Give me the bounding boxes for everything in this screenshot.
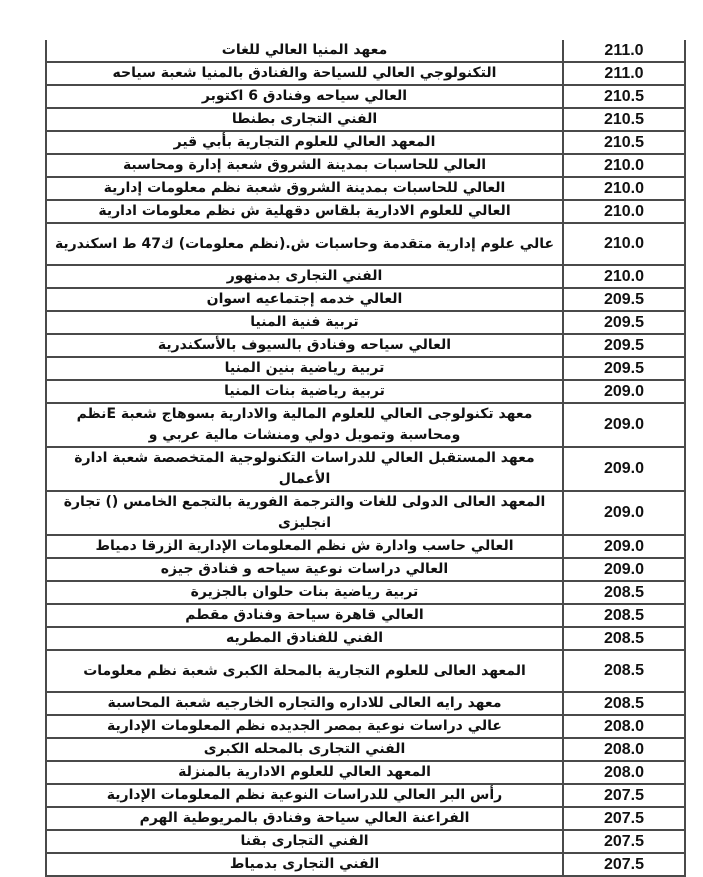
table-row xyxy=(46,154,685,177)
institute-name-cell: عالي دراسات نوعية بمصر الجديده نظم المعلومات الإدارية xyxy=(46,715,563,738)
table-row xyxy=(46,715,685,738)
score-cell: 209.0 xyxy=(563,535,685,558)
institute-name-cell: العالي سياحه وفنادق بالسيوف بالأسكندرية xyxy=(46,334,563,357)
score-cell: 209.0 xyxy=(563,447,685,491)
institute-name-cell: العالي حاسب وادارة ش نظم المعلومات الإدارية الزرقا دمياط xyxy=(46,535,563,558)
score-cell: 209.0 xyxy=(563,380,685,403)
institute-name-cell: العالي للحاسبات بمدينة الشروق شعبة إدارة ومحاسبة xyxy=(46,154,563,177)
scores-table-body xyxy=(46,40,685,876)
table-row xyxy=(46,223,685,265)
table-row xyxy=(46,40,685,62)
score-cell: 209.5 xyxy=(563,288,685,311)
score-cell: 209.5 xyxy=(563,334,685,357)
score-cell: 210.0 xyxy=(563,177,685,200)
table-row xyxy=(46,108,685,131)
score-cell: 210.5 xyxy=(563,108,685,131)
table-row xyxy=(46,627,685,650)
institute-name-cell: الفني للفنادق المطريه xyxy=(46,627,563,650)
score-cell: 209.0 xyxy=(563,491,685,535)
table-row xyxy=(46,288,685,311)
score-cell: 211.0 xyxy=(563,40,685,62)
score-cell: 210.0 xyxy=(563,223,685,265)
table-row xyxy=(46,447,685,491)
institute-name-cell: تربية رياضية بنين المنيا xyxy=(46,357,563,380)
score-cell: 209.0 xyxy=(563,558,685,581)
institute-name-cell: العالي خدمه إجتماعيه اسوان xyxy=(46,288,563,311)
score-cell: 210.5 xyxy=(563,131,685,154)
table-row xyxy=(46,131,685,154)
score-cell: 208.5 xyxy=(563,650,685,692)
institute-name-cell: رأس البر العالي للدراسات النوعية نظم المعلومات الإدارية xyxy=(46,784,563,807)
table-row xyxy=(46,535,685,558)
table-row xyxy=(46,604,685,627)
institute-name-cell: المعهد العالي للعلوم التجارية بأبي قير xyxy=(46,131,563,154)
score-cell: 207.5 xyxy=(563,853,685,876)
scores-table-container xyxy=(45,40,682,877)
institute-name-cell: المعهد العالى للعلوم التجارية بالمحلة الكبرى شعبة نظم معلومات xyxy=(46,650,563,692)
table-row xyxy=(46,177,685,200)
table-row xyxy=(46,491,685,535)
institute-name-cell: الفني التجارى بالمحله الكبرى xyxy=(46,738,563,761)
score-cell: 210.5 xyxy=(563,85,685,108)
table-row xyxy=(46,692,685,715)
table-row xyxy=(46,380,685,403)
institute-name-cell: تربية رياضية بنات المنيا xyxy=(46,380,563,403)
score-cell: 209.0 xyxy=(563,403,685,447)
institute-name-cell: عالي علوم إدارية متقدمة وحاسبات ش.(نظم معلومات) ك47 ط اسكندرية xyxy=(46,223,563,265)
score-cell: 208.0 xyxy=(563,715,685,738)
institute-name-cell: الفني التجارى بقنا xyxy=(46,830,563,853)
score-cell: 210.0 xyxy=(563,265,685,288)
table-row xyxy=(46,761,685,784)
score-cell: 208.5 xyxy=(563,604,685,627)
institute-name-cell: العالي للعلوم الادارية بلقاس دقهلية ش نظم معلومات ادارية xyxy=(46,200,563,223)
table-row xyxy=(46,830,685,853)
institute-name-cell: معهد تكنولوجى العالي للعلوم المالية والادارية بسوهاج شعبة Eنظم ومحاسبة وتمويل دولي ومنشات مالية عربي و xyxy=(46,403,563,447)
scores-table xyxy=(45,40,686,877)
institute-name-cell: الفني التجارى بدمياط xyxy=(46,853,563,876)
score-cell: 208.0 xyxy=(563,738,685,761)
table-row xyxy=(46,558,685,581)
score-cell: 209.5 xyxy=(563,357,685,380)
table-row xyxy=(46,200,685,223)
table-row xyxy=(46,357,685,380)
score-cell: 210.0 xyxy=(563,154,685,177)
institute-name-cell: العالي قاهرة سياحة وفنادق مقطم xyxy=(46,604,563,627)
score-cell: 209.5 xyxy=(563,311,685,334)
score-cell: 207.5 xyxy=(563,784,685,807)
score-cell: 208.5 xyxy=(563,692,685,715)
table-row xyxy=(46,784,685,807)
institute-name-cell: التكنولوجي العالي للسياحة والفنادق بالمنيا شعبة سياحه xyxy=(46,62,563,85)
score-cell: 208.5 xyxy=(563,627,685,650)
table-row xyxy=(46,62,685,85)
table-row xyxy=(46,650,685,692)
score-cell: 207.5 xyxy=(563,830,685,853)
institute-name-cell: تربية فنية المنيا xyxy=(46,311,563,334)
score-cell: 207.5 xyxy=(563,807,685,830)
institute-name-cell: تربية رياضية بنات حلوان بالجزيرة xyxy=(46,581,563,604)
institute-name-cell: الفني التجارى بطنطا xyxy=(46,108,563,131)
score-cell: 208.0 xyxy=(563,761,685,784)
table-row xyxy=(46,738,685,761)
score-cell: 210.0 xyxy=(563,200,685,223)
institute-name-cell: المعهد العالى الدولى للغات والترجمة الفورية بالتجمع الخامس () تجارة انجليزى xyxy=(46,491,563,535)
institute-name-cell: العالي سياحه وفنادق 6 اكتوبر xyxy=(46,85,563,108)
table-row xyxy=(46,85,685,108)
institute-name-cell: معهد المستقبل العالي للدراسات التكنولوجية المتخصصة شعبة ادارة الأعمال xyxy=(46,447,563,491)
score-cell: 208.5 xyxy=(563,581,685,604)
institute-name-cell: معهد المنيا العالي للغات xyxy=(46,40,563,62)
institute-name-cell: الفراعنة العالي سياحة وفنادق بالمريوطية الهرم xyxy=(46,807,563,830)
institute-name-cell: العالي دراسات نوعية سياحه و فنادق جيزه xyxy=(46,558,563,581)
table-row xyxy=(46,265,685,288)
institute-name-cell: المعهد العالي للعلوم الادارية بالمنزلة xyxy=(46,761,563,784)
institute-name-cell: معهد رايه العالى للاداره والتجاره الخارجيه شعبة المحاسبة xyxy=(46,692,563,715)
institute-name-cell: العالي للحاسبات بمدينة الشروق شعبة نظم معلومات إدارية xyxy=(46,177,563,200)
table-row xyxy=(46,581,685,604)
institute-name-cell: الفني التجارى بدمنهور xyxy=(46,265,563,288)
table-row xyxy=(46,334,685,357)
table-row xyxy=(46,311,685,334)
table-row xyxy=(46,807,685,830)
score-cell: 211.0 xyxy=(563,62,685,85)
table-row xyxy=(46,403,685,447)
